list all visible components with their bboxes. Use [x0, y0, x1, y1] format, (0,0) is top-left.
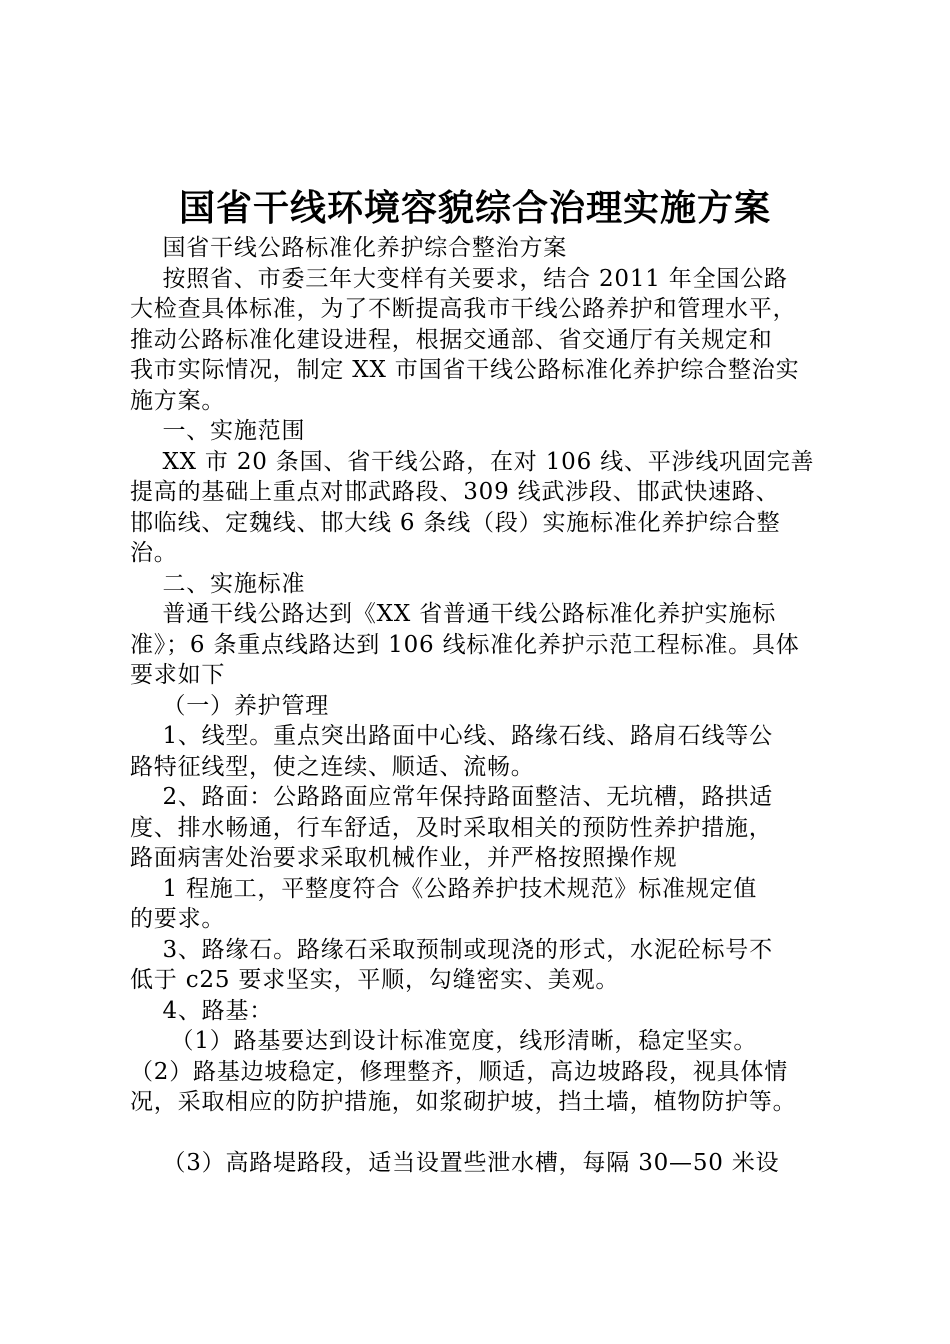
body-line: 4、路基： — [130, 997, 274, 1024]
document-title: 国省干线环境容貌综合治理实施方案 — [178, 187, 771, 229]
body-line: 1、线型。重点突出路面中心线、路缘石线、路肩石线等公 — [130, 723, 773, 749]
body-line: 按照省、市委三年大变样有关要求，结合 2011 年全国公路 — [130, 265, 788, 292]
body-line: 治。 — [130, 540, 178, 566]
body-line: 要求如下 — [130, 662, 226, 688]
body-line: 施方案。 — [130, 387, 226, 414]
body-line: 1 程施工，平整度符合《公路养护技术规范》标准规定值 — [130, 875, 758, 902]
body-line: （2）路基边坡稳定，修理整齐，顺适，高边坡路段，视具体情 — [130, 1058, 789, 1085]
body-line: 二、实施标准 — [130, 570, 306, 597]
body-line: 2、路面：公路路面应常年保持路面整洁、无坑槽，路拱适 — [130, 784, 773, 810]
body-line: 低于 c25 要求坚实，平顺，勾缝密实、美观。 — [130, 967, 620, 993]
body-line: 的要求。 — [130, 906, 226, 932]
body-line: 推动公路标准化建设进程，根据交通部、省交通厅有关规定和 — [130, 326, 773, 353]
body-line: 一、实施范围 — [130, 418, 306, 444]
body-line: （3）高路堤路段，适当设置些泄水槽，每隔 30—50 米设 — [130, 1150, 780, 1176]
body-line: （一）养护管理 — [130, 692, 330, 719]
body-line: 邯临线、定魏线、邯大线 6 条线（段）实施标准化养护综合整 — [130, 509, 781, 536]
body-line: 路特征线型，使之连续、顺适、流畅。 — [130, 753, 535, 780]
body-line: 3、路缘石。路缘石采取预制或现浇的形式，水泥砼标号不 — [130, 936, 773, 963]
body-line: 况，采取相应的防护措施，如浆砌护坡，挡土墙，植物防护等。 — [130, 1089, 797, 1115]
body-line: 路面病害处治要求采取机械作业，并严格按照操作规 — [130, 845, 678, 871]
body-line: 普通干线公路达到《XX 省普通干线公路标准化养护实施标 — [130, 601, 777, 627]
blank-line — [130, 1118, 830, 1149]
body-line: 国省干线公路标准化养护综合整治方案 — [130, 235, 568, 261]
body-line: （1）路基要达到设计标准宽度，线形清晰，稳定坚实。 — [130, 1028, 758, 1054]
body-line: XX 市 20 条国、省干线公路，在对 106 线、平涉线巩固完善 — [130, 448, 815, 475]
body-line: 准》；6 条重点线路达到 106 线标准化养护示范工程标准。具体 — [130, 631, 800, 658]
body-line: 我市实际情况，制定 XX 市国省干线公路标准化养护综合整治实 — [130, 357, 800, 383]
body-line: 度、排水畅通，行车舒适，及时采取相关的预防性养护措施， — [130, 814, 773, 841]
document-body — [130, 233, 830, 1179]
body-line: 大检查具体标准，为了不断提高我市干线公路养护和管理水平， — [130, 296, 797, 322]
body-line: 提高的基础上重点对邯武路段、309 线武涉段、邯武快速路、 — [130, 479, 780, 505]
